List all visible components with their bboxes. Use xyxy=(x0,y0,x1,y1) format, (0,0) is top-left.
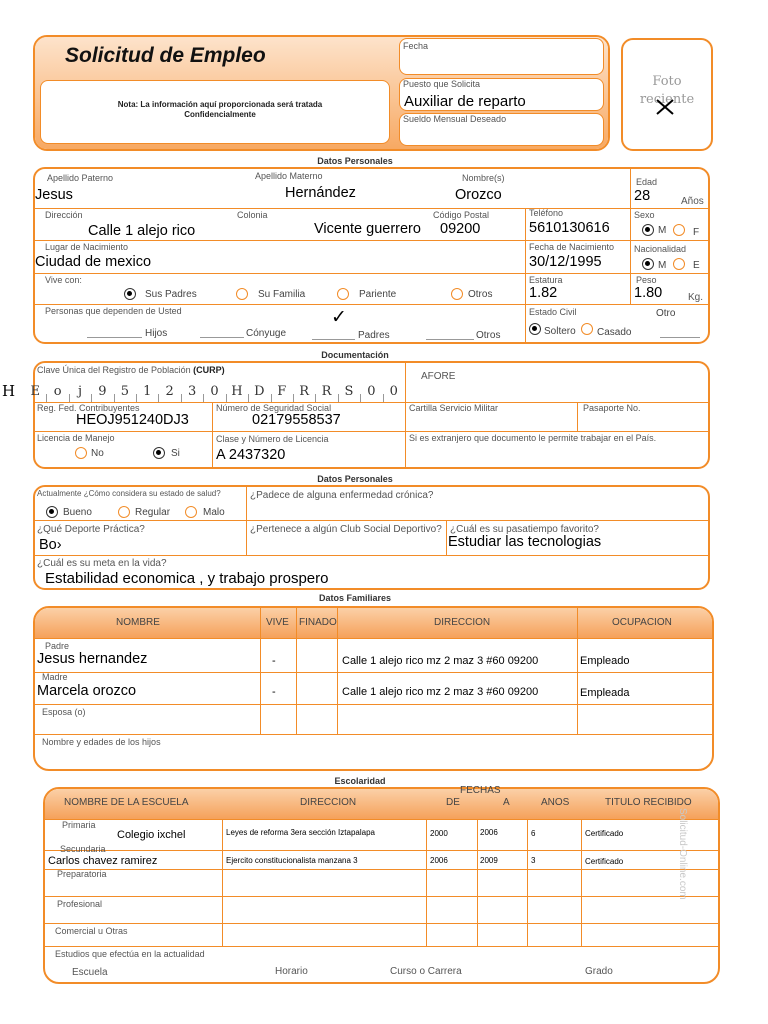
fam-row-divider xyxy=(35,672,712,673)
vive-padres-label: Sus Padres xyxy=(145,289,197,300)
curp-cell-divider xyxy=(383,394,384,402)
nac-m-label: M xyxy=(658,260,667,271)
afore-label: AFORE xyxy=(421,371,456,382)
personal-row-divider xyxy=(35,240,708,241)
deporte-label: ¿Qué Deporte Práctica? xyxy=(37,524,145,535)
curp-label xyxy=(37,366,225,376)
vive-otros-radio[interactable] xyxy=(451,288,463,300)
padre-ocupacion: Empleado xyxy=(580,655,630,667)
salud-row-divider xyxy=(35,555,708,556)
vive-familia-label: Su Familia xyxy=(258,289,306,300)
photo-label-1: Foto xyxy=(652,74,682,89)
personal-row-divider xyxy=(35,208,708,209)
close-icon[interactable] xyxy=(655,98,675,116)
fam-header-finado: FINADO xyxy=(299,617,337,628)
curp-cell-divider xyxy=(91,394,92,402)
vive-pariente-label: Pariente xyxy=(359,289,397,300)
watermark: Solicitud-Online.com xyxy=(677,808,688,900)
esc-header-anos: ANOS xyxy=(541,797,570,808)
bueno-radio[interactable] xyxy=(46,506,58,518)
secundaria-escuela: Carlos chavez ramirez xyxy=(48,855,158,867)
padre-label: Padre xyxy=(45,641,70,651)
lugar-nac-label: Lugar de Nacimiento xyxy=(45,242,129,252)
padre-nombre: Jesus hernandez xyxy=(37,651,148,667)
licencia-label: Licencia de Manejo xyxy=(37,433,115,443)
meta-value: Estabilidad economica , y trabajo prospero xyxy=(45,570,329,587)
casado-radio[interactable] xyxy=(581,323,593,335)
rfc-label: Reg. Fed. Contribuyentes xyxy=(37,403,140,413)
primaria-anos: 6 xyxy=(531,829,536,838)
esc-header-a: A xyxy=(503,797,510,808)
bueno-label: Bueno xyxy=(63,507,92,518)
curp-label-bold: (CURP) xyxy=(193,365,225,375)
fam-col-divider xyxy=(260,608,261,734)
dep-conyuge-line xyxy=(200,337,244,338)
esc-row-divider xyxy=(45,819,718,820)
malo-label: Malo xyxy=(203,507,225,518)
regular-radio[interactable] xyxy=(118,506,130,518)
section-title-documentacion: Documentación xyxy=(321,350,389,360)
curp-char: S xyxy=(344,384,354,399)
apellido-paterno-value: Jesus xyxy=(35,187,73,203)
fam-header-ocupacion: OCUPACION xyxy=(612,617,672,628)
madre-vive: - xyxy=(272,686,276,698)
primaria-direccion: Leyes de reforma 3era sección Iztapalapa xyxy=(226,828,375,837)
cartilla-label: Cartilla Servicio Militar xyxy=(409,403,499,413)
curp-char: H xyxy=(231,384,243,399)
edad-unit: Años xyxy=(681,196,704,207)
peso-value: 1.80 xyxy=(634,285,663,301)
confidential-note: Nota: La información aquí proporcionada será tratada Confidencialmente xyxy=(117,100,323,119)
sexo-m-radio[interactable] xyxy=(642,224,654,236)
curp-char: E xyxy=(30,384,40,399)
colonia-value: Vicente guerrero xyxy=(314,221,421,237)
secundaria-label: Secundaria xyxy=(60,844,106,854)
esc-row-divider xyxy=(45,946,718,947)
cronica-label: ¿Padece de alguna enfermedad crónica? xyxy=(250,490,434,501)
personal-row-divider xyxy=(35,273,708,274)
sexo-f-radio[interactable] xyxy=(673,224,685,236)
esc-col-divider xyxy=(477,819,478,946)
madre-nombre: Marcela orozco xyxy=(37,683,137,699)
primaria-a: 2006 xyxy=(480,828,498,837)
estatura-value: 1.82 xyxy=(529,285,558,301)
curp-cell-divider xyxy=(69,394,70,402)
peso-label: Peso xyxy=(636,275,657,285)
esc-row-divider xyxy=(45,869,718,870)
soltero-radio[interactable] xyxy=(529,323,541,335)
section-title-personal: Datos Personales xyxy=(317,156,393,166)
preparatoria-label: Preparatoria xyxy=(57,869,107,879)
footer-horario-label: Horario xyxy=(275,966,308,977)
nss-value: 02179558537 xyxy=(252,412,341,428)
secundaria-de: 2006 xyxy=(430,856,448,865)
estado-otro-line xyxy=(660,337,700,338)
primaria-titulo: Certificado xyxy=(585,829,624,838)
curp-cell-divider xyxy=(248,394,249,402)
esc-row-divider xyxy=(45,923,718,924)
fecha-nac-value: 30/12/1995 xyxy=(529,254,602,270)
form-title: Solicitud de Empleo xyxy=(65,44,266,67)
direccion-value: Calle 1 alejo rico xyxy=(88,223,196,239)
sueldo-label: Sueldo Mensual Deseado xyxy=(403,114,507,124)
curp-char: 5 xyxy=(120,384,129,399)
secundaria-titulo: Certificado xyxy=(585,857,624,866)
curp-lead-char: H xyxy=(2,382,16,400)
rfc-value: HEOJ951240DJ3 xyxy=(76,412,189,428)
lic-no-label: No xyxy=(91,448,104,459)
curp-char: o xyxy=(53,384,62,399)
colonia-label: Colonia xyxy=(237,210,268,220)
madre-direccion: Calle 1 alejo rico mz 2 maz 3 #60 09200 xyxy=(342,686,539,698)
sexo-f-label: F xyxy=(693,227,700,238)
dep-otros-line xyxy=(426,339,474,340)
vive-familia-radio[interactable] xyxy=(236,288,248,300)
nac-e-label: E xyxy=(693,260,700,271)
salud-row-divider xyxy=(35,520,708,521)
primaria-de: 2000 xyxy=(430,829,448,838)
footer-escuela-label: Escuela xyxy=(72,967,108,978)
fam-col-divider xyxy=(577,608,578,734)
dep-check: ✓ xyxy=(331,307,347,328)
photo-label-2: reciente xyxy=(639,92,695,107)
nombres-label: Nombre(s) xyxy=(462,173,505,183)
fam-row-divider xyxy=(35,704,712,705)
lic-si-label: Si xyxy=(171,448,180,459)
nombres-value: Orozco xyxy=(455,187,502,203)
fam-header-nombre: NOMBRE xyxy=(116,617,160,628)
curp-label-text: Clave Única del Registro de Población xyxy=(37,365,191,375)
lic-si-radio[interactable] xyxy=(153,447,165,459)
dependen-label: Personas que dependen de Usted xyxy=(45,306,182,316)
dep-hijos-line xyxy=(87,337,142,338)
nacionalidad-label: Nacionalidad xyxy=(634,244,687,254)
esc-col-divider xyxy=(581,819,582,946)
hijos-label: Nombre y edades de los hijos xyxy=(42,737,161,747)
club-label: ¿Pertenece a algún Club Social Deportivo? xyxy=(250,524,442,535)
salud-col-divider xyxy=(246,487,247,555)
pasatiempo-label: ¿Cuál es su pasatiempo favorito? xyxy=(450,524,599,535)
doc-col-divider xyxy=(212,402,213,467)
padre-vive: - xyxy=(272,655,276,667)
curp-cell-divider xyxy=(226,394,227,402)
dep-padres-label: Padres xyxy=(358,330,390,341)
doc-row-divider xyxy=(35,431,708,432)
pasatiempo-value: Estudiar las tecnologias xyxy=(448,534,602,550)
esc-header-direccion: DIRECCION xyxy=(300,797,357,808)
extranjero-label: Si es extranjero que documento le permite trabajar en el País. xyxy=(409,433,657,443)
esc-header-titulo: TITULO RECIBIDO xyxy=(605,797,692,808)
dep-hijos-label: Hijos xyxy=(145,328,168,339)
clase-value: A 2437320 xyxy=(216,447,286,463)
doc-col-divider xyxy=(577,402,578,431)
esc-header-de: DE xyxy=(446,797,460,808)
vive-pariente-radio[interactable] xyxy=(337,288,349,300)
esc-row-divider xyxy=(45,896,718,897)
estado-otro-label: Otro xyxy=(656,308,676,319)
apellido-materno-label: Apellido Materno xyxy=(255,171,323,181)
fecha-label: Fecha xyxy=(403,41,429,51)
curp-char: 3 xyxy=(187,384,197,399)
fam-col-divider xyxy=(296,608,297,734)
lugar-nac-value: Ciudad de mexico xyxy=(35,254,152,270)
nac-e-radio[interactable] xyxy=(673,258,685,270)
curp-cell-divider xyxy=(136,394,137,402)
curp-char: j xyxy=(78,384,83,399)
curp-char: R xyxy=(299,384,310,399)
curp-char: 1 xyxy=(143,384,152,399)
curp-char: D xyxy=(254,384,265,399)
fecha-field[interactable] xyxy=(399,38,604,75)
doc-col-divider xyxy=(405,363,406,467)
dep-conyuge-label: Cónyuge xyxy=(246,328,287,339)
footer-grado-label: Grado xyxy=(585,966,613,977)
curp-cell-divider xyxy=(158,394,159,402)
primaria-escuela: Colegio ixchel xyxy=(117,829,186,841)
section-title-familiares: Datos Familiares xyxy=(318,593,392,603)
apellido-paterno-label: Apellido Paterno xyxy=(47,173,114,183)
curp-cell-divider xyxy=(315,394,316,402)
curp-cell-divider xyxy=(181,394,182,402)
puesto-label: Puesto que Solicita xyxy=(403,79,481,89)
estatura-label: Estatura xyxy=(529,275,563,285)
curp-cell-divider xyxy=(360,394,361,402)
curp-char: 2 xyxy=(165,384,174,399)
curp-cell-divider xyxy=(293,394,294,402)
telefono-value: 5610130616 xyxy=(529,220,610,236)
esc-col-divider xyxy=(426,819,427,946)
estado-salud-label: Actualmente ¿Cómo considera su estado de salud? xyxy=(37,489,221,498)
clase-label: Clase y Número de Licencia xyxy=(216,434,329,444)
curp-char: 0 xyxy=(210,384,219,399)
personal-col-divider xyxy=(525,208,526,344)
curp-char: 0 xyxy=(389,384,398,399)
vive-con-label: Vive con: xyxy=(45,275,82,285)
footer-curso-label: Curso o Carrera xyxy=(390,966,462,977)
telefono-label: Teléfono xyxy=(529,208,564,218)
dep-otros-label: Otros xyxy=(476,330,501,341)
sexo-label: Sexo xyxy=(634,210,655,220)
dep-padres-line xyxy=(312,339,355,340)
apellido-materno-value: Hernández xyxy=(285,185,356,201)
esc-row-divider xyxy=(45,850,718,851)
esc-header-escuela: NOMBRE DE LA ESCUELA xyxy=(64,797,189,808)
fam-row-divider xyxy=(35,734,712,735)
secundaria-anos: 3 xyxy=(531,856,536,865)
nss-label: Número de Seguridad Social xyxy=(216,403,332,413)
fam-header-vive: VIVE xyxy=(266,617,289,628)
puesto-value: Auxiliar de reparto xyxy=(404,93,526,110)
curp-cell-divider xyxy=(203,394,204,402)
section-title-escolaridad: Escolaridad xyxy=(334,776,386,786)
casado-label: Casado xyxy=(597,327,632,338)
comercial-label: Comercial u Otras xyxy=(55,926,128,936)
salud-col-divider xyxy=(446,520,447,555)
cp-label: Código Postal xyxy=(433,210,490,220)
edad-label: Edad xyxy=(636,177,658,187)
fam-header-direccion: DIRECCION xyxy=(434,617,491,628)
personal-row-divider xyxy=(35,304,708,305)
soltero-label: Soltero xyxy=(544,326,576,337)
curp-cell-divider xyxy=(46,394,47,402)
estado-civil-label: Estado Civil xyxy=(529,307,577,317)
regular-label: Regular xyxy=(135,507,171,518)
curp-char: 0 xyxy=(367,384,376,399)
fam-col-divider xyxy=(337,608,338,734)
sexo-m-label: M xyxy=(658,225,667,236)
curp-cell-divider xyxy=(271,394,272,402)
meta-label: ¿Cuál es su meta en la vida? xyxy=(37,558,167,569)
fecha-nac-label: Fecha de Nacimiento xyxy=(529,242,615,252)
esc-header-fechas: FECHAS xyxy=(460,785,501,796)
curp-char: 9 xyxy=(98,384,107,399)
pasaporte-label: Pasaporte No. xyxy=(583,403,641,413)
primaria-label: Primaria xyxy=(62,820,96,830)
personal-col-divider xyxy=(630,169,631,304)
section-title-salud: Datos Personales xyxy=(317,474,393,484)
esc-col-divider xyxy=(222,819,223,946)
curp-char: F xyxy=(277,384,287,399)
vive-padres-radio[interactable] xyxy=(124,288,136,300)
curp-cell-divider xyxy=(114,394,115,402)
edad-value: 28 xyxy=(634,188,651,204)
profesional-label: Profesional xyxy=(57,899,103,909)
madre-ocupacion: Empleada xyxy=(580,687,630,699)
actual-label: Estudios que efectúa en la actualidad xyxy=(55,949,205,959)
peso-unit: Kg. xyxy=(688,292,704,303)
curp-cell-divider xyxy=(338,394,339,402)
nac-m-radio[interactable] xyxy=(642,258,654,270)
vive-otros-label: Otros xyxy=(468,289,493,300)
padre-direccion: Calle 1 alejo rico mz 2 maz 3 #60 09200 xyxy=(342,655,539,667)
direccion-label: Dirección xyxy=(45,210,83,220)
madre-label: Madre xyxy=(42,672,68,682)
curp-boxes xyxy=(24,384,405,402)
malo-radio[interactable] xyxy=(185,506,197,518)
esposa-label: Esposa (o) xyxy=(42,707,86,717)
fam-row-divider xyxy=(35,638,712,639)
esc-col-divider xyxy=(527,819,528,946)
lic-no-radio[interactable] xyxy=(75,447,87,459)
secundaria-a: 2009 xyxy=(480,856,498,865)
cp-value: 09200 xyxy=(440,221,481,237)
secundaria-direccion: Ejercito constitucionalista manzana 3 xyxy=(226,856,358,865)
curp-char: R xyxy=(321,384,332,399)
deporte-value: Bo› xyxy=(39,537,62,553)
